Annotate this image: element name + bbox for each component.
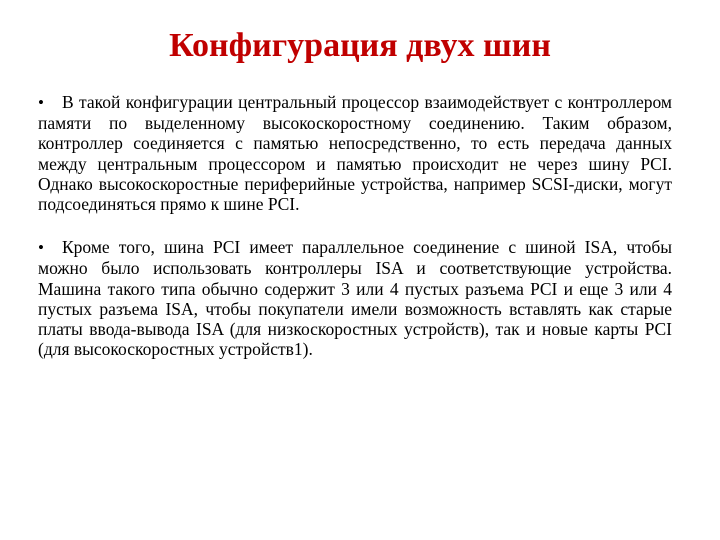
- bullet-paragraph-2: [38, 237, 672, 359]
- paragraph-text-2: Кроме того, шина PCI имеет параллельное соединение с шиной ISA, чтобы можно было использовать контроллеры ISA и соответствующие устройства. Машина такого типа обычно содержит 3 или 4 пустых разъема PCI и еще 3 или 4 пустых разъема ISA, чтобы покупатели имели возможность вставлять как старые платы ввода-вывода ISA (для низкоскоростных устройств), так и новые карты PCI (для высокоскоростных устройств1).: [38, 237, 672, 360]
- slide-title: Конфигурация двух шин: [169, 27, 551, 64]
- bullet-icon: •: [38, 238, 44, 258]
- paragraph-text-1: В такой конфигурации центральный процессор взаимодействует с контроллером памяти по выделенному высокоскоростному соединению. Таким образом, контроллер соединяется с памятью непосредственно, то есть передача данных между центральным процессором и памятью происходит не через шину PCI. Однако высокоскоростные периферийные устройства, например SCSI-диски, могут подсоединяться прямо к шине PCI.: [38, 92, 672, 215]
- bullet-paragraph-1: [38, 92, 672, 214]
- bullet-icon: •: [38, 93, 44, 112]
- bullet-list: [38, 92, 672, 359]
